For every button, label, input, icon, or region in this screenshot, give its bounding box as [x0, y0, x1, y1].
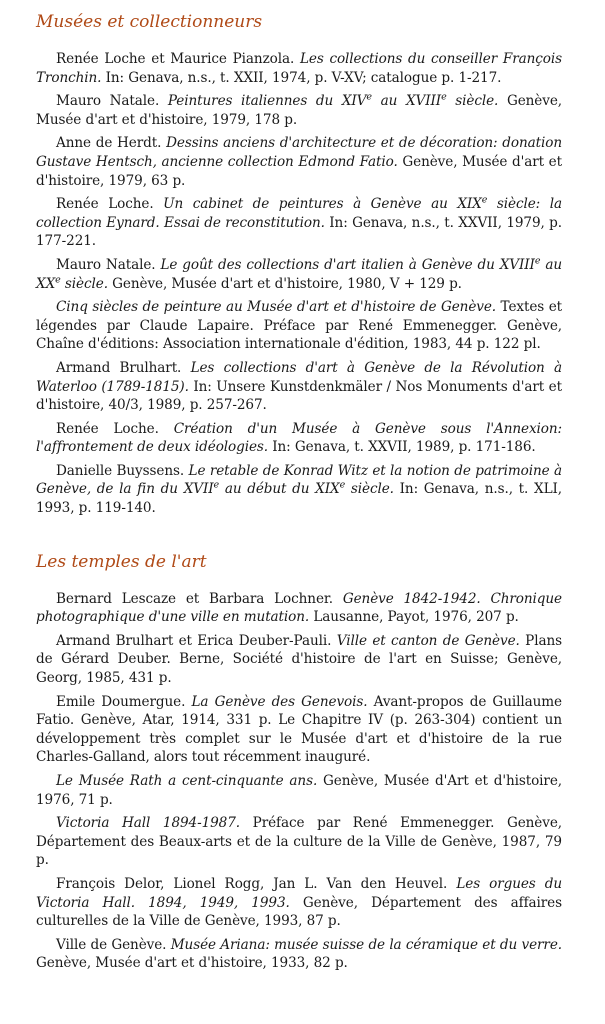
superscript: e: [481, 194, 488, 206]
italic-title: Les collections d'art à Genève de la Révolution à Waterloo (1789-1815).: [36, 359, 562, 395]
entry-text: Genève, Musée d'art et d'histoire, 1979, 178 p.: [36, 93, 562, 128]
italic-title: siècle: la collection Eynard. Essai de reconstitution.: [36, 196, 562, 231]
entry-text: Mauro Natale.: [56, 256, 161, 273]
bibliography-entry: [36, 875, 562, 931]
italic-title: au XX: [36, 256, 562, 292]
bibliography-entry: [36, 590, 562, 627]
entry-text: Armand Brulhart et Erica Deuber-Pauli.: [56, 632, 337, 649]
section-temples-of-art: [36, 552, 562, 973]
entry-text: Genève, Musée d'art et d'histoire, 1980, V + 129 p.: [107, 275, 462, 292]
entry-text: Préface par René Emmenegger. Genève, Département des Beaux-arts et de la culture de la Ville de Genève, 1987, 79 p.: [36, 815, 562, 869]
bibliography-entry: [36, 462, 562, 518]
entry-text: Bernard Lescaze et Barbara Lochner.: [56, 590, 343, 607]
entry-text: In: Genava, n.s., t. XLI, 1993, p. 119-140.: [36, 481, 562, 517]
italic-title: Création d'un Musée à Genève sous l'Annexion: l'affrontement de deux idéologies.: [36, 420, 562, 456]
italic-title: Ville et canton de Genève.: [336, 632, 520, 649]
italic-title: Genève 1842-1942. Chronique photographique d'une ville en mutation.: [36, 590, 562, 626]
superscript: e: [55, 274, 61, 285]
bibliography-entry: [36, 814, 562, 870]
bibliography-entry: [36, 256, 562, 293]
bibliography-entry: [36, 50, 562, 87]
italic-title: Les orgues du Victoria Hall. 1894, 1949, 1993.: [36, 875, 562, 911]
italic-title: Le goût des collections d'art italien à Genève du XVIII: [160, 256, 535, 273]
italic-title: Le Musée Rath a cent-cinquante ans.: [56, 773, 318, 789]
italic-title: Dessins anciens d'architecture et de décoration: donation Gustave Hentsch, ancienne collection Edmond Fatio.: [36, 135, 562, 170]
superscript: e: [534, 255, 541, 267]
section-heading: Les temples de l'art: [36, 551, 207, 572]
entry-text: Genève, Musée d'Art et d'histoire, 1976, 71 p.: [36, 773, 562, 808]
bibliography-entry: [36, 632, 562, 688]
bibliography-entry: [36, 134, 562, 190]
italic-title: siècle.: [60, 275, 108, 292]
entry-text: Danielle Buyssens.: [56, 462, 189, 479]
entry-text: In: Genava, n.s., t. XXVII, 1979, p. 177-221.: [36, 214, 562, 250]
superscript: e: [213, 479, 220, 491]
entry-text: Ville de Genève.: [56, 936, 171, 953]
bibliography-entry: [36, 420, 562, 457]
bibliography-entry: [36, 693, 562, 767]
entry-text: Armand Brulhart.: [56, 359, 191, 376]
italic-title: Victoria Hall 1894-1987.: [56, 815, 240, 832]
entry-text: In: Unsere Kunstdenkmäler / Nos Monuments d'art et d'histoire, 40/3, 1989, p. 257-267.: [36, 378, 562, 414]
entry-text: Mauro Natale.: [56, 93, 168, 110]
italic-title: Un cabinet de peintures à Genève au XIX: [163, 196, 482, 213]
bibliography-page: [36, 12, 562, 1007]
bibliography-entry: [36, 936, 562, 973]
entry-text: Genève, Musée d'art et d'histoire, 1979, 63 p.: [36, 153, 562, 189]
entry-text: Plans de Gérard Deuber. Berne, Société d'histoire de l'art en Suisse; Genève, Georg, 1985, 431 p.: [36, 632, 562, 687]
entry-list: [36, 50, 562, 518]
entry-text: In: Genava, t. XXVII, 1989, p. 171-186.: [268, 439, 536, 456]
italic-title: La Genève des Genevois.: [191, 693, 368, 710]
entry-text: Genève, Musée d'art et d'histoire, 1933, 82 p.: [36, 955, 348, 972]
section-heading: Musées et collectionneurs: [36, 12, 263, 32]
entry-text: Emile Doumergue.: [56, 693, 192, 710]
superscript: e: [339, 479, 346, 491]
entry-text: Textes et légendes par Claude Lapaire. Préface par René Emmenegger. Genève, Chaîne d'éditions: Association internationale d'édition, 1983, 44 p. 122 pl.: [36, 299, 562, 353]
italic-title: au XVIII: [371, 93, 442, 110]
italic-title: Le retable de Konrad Witz et la notion de patrimoine à Genève, de la fin du XVII: [36, 462, 562, 498]
bibliography-entry: [36, 359, 562, 415]
entry-text: Anne de Herdt.: [56, 135, 167, 152]
entry-text: Renée Loche.: [56, 420, 174, 437]
italic-title: siècle.: [446, 93, 499, 110]
italic-title: au début du XIX: [219, 481, 340, 498]
superscript: e: [441, 91, 447, 103]
entry-text: François Delor, Lionel Rogg, Jan L. Van den Heuvel.: [56, 875, 457, 892]
italic-title: Les collections du conseiller François Tronchin.: [36, 51, 562, 86]
entry-text: Avant-propos de Guillaume Fatio. Genève, Atar, 1914, 331 p. Le Chapitre IV (p. 263-304) contient un développement très complet sur le Musée d'art et d'histoire de la rue Charles-Galland, alors tout récemment inauguré.: [36, 693, 562, 766]
entry-text: Lausanne, Payot, 1976, 207 p.: [309, 609, 519, 626]
entry-text: Renée Loche et Maurice Pianzola.: [56, 51, 300, 67]
italic-title: siècle.: [345, 481, 394, 498]
entry-text: Genève, Département des affaires culturelles de la Ville de Genève, 1993, 87 p.: [36, 894, 562, 930]
bibliography-entry: [36, 92, 562, 129]
italic-title: Cinq siècles de peinture au Musée d'art et d'histoire de Genève.: [56, 299, 497, 316]
entry-text: In: Genava, n.s., t. XXII, 1974, p. V-XV; catalogue p. 1-217.: [101, 69, 502, 86]
entry-text: Renée Loche.: [56, 196, 164, 213]
bibliography-entry: [36, 298, 562, 354]
superscript: e: [366, 91, 372, 103]
bibliography-entry: [36, 195, 562, 251]
bibliography-entry: [36, 772, 562, 809]
italic-title: Musée Ariana: musée suisse de la céramique et du verre.: [170, 936, 562, 953]
italic-title: Peintures italiennes du XIV: [167, 93, 367, 110]
section-museums-collectors: [36, 12, 562, 518]
entry-list: [36, 590, 562, 973]
